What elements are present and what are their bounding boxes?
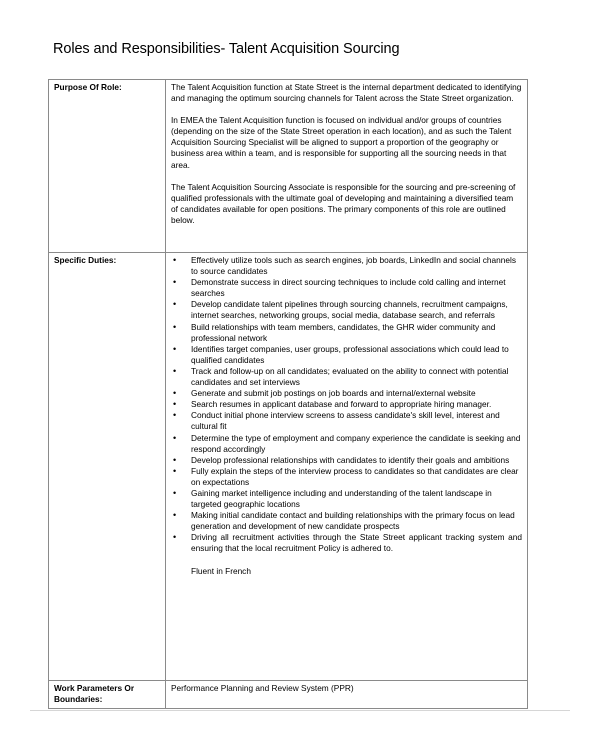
duty-item: • Demonstrate success in direct sourcing techniques to include cold calling and internet searches (171, 277, 522, 299)
duty-item: • Develop candidate talent pipelines through sourcing channels, recruitment campaigns, internet searches, networking groups, social media, database search, and referrals (171, 299, 522, 321)
purpose-label: Purpose Of Role: (49, 80, 166, 253)
duties-list (171, 255, 522, 555)
duty-item: • Determine the type of employment and company experience the candidate is seeking and respond accordingly (171, 433, 522, 455)
purpose-paragraph: The Talent Acquisition Sourcing Associate is responsible for the sourcing and pre-screening of qualified professionals with the ultimate goal of developing and maintaining a diversified team of candidates available for open positions. The primary components of this role are outlined below. (171, 181, 516, 225)
duty-item: • Gaining market intelligence including and understanding of the talent landscape in targeted geographic locations (171, 488, 522, 510)
duties-content (166, 253, 528, 681)
language-requirement: Fluent in French (191, 565, 251, 576)
purpose-paragraph: The Talent Acquisition function at State Street is the internal department dedicated to identifying and managing the optimum sourcing channels for Talent across the State Street organization. (171, 82, 522, 104)
duties-label: Specific Duties: (49, 253, 166, 681)
duty-item: • Making initial candidate contact and building relationships with the primary focus on lead generation and development of new candidate prospects (171, 510, 522, 532)
purpose-content (166, 80, 528, 253)
duty-item: • Build relationships with team members, candidates, the GHR wider community and professional network (171, 322, 522, 344)
purpose-paragraph: In EMEA the Talent Acquisition function is focused on individual and/or groups of countries (depending on the size of the State Street operation in each location), and as such the Talent Acquisition Sourcing Specialist will be aligned to support a proportion of the geography or business area within a team, and is responsible for supporting all the sourcing needs in that area. (171, 115, 512, 170)
duty-item: • Conduct initial phone interview screens to assess candidate's skill level, interest and cultural fit (171, 410, 522, 432)
table-row (49, 80, 528, 253)
duty-item: • Effectively utilize tools such as search engines, job boards, LinkedIn and social channels to source candidates (171, 255, 522, 277)
work-parameters-label: Work Parameters Or Boundaries: (49, 681, 166, 709)
document-title: Roles and Responsibilities- Talent Acquisition Sourcing (53, 41, 400, 57)
duty-item: • Develop professional relationships with candidates to identify their goals and ambitions (171, 455, 522, 466)
page-divider (30, 710, 570, 711)
duty-item: • Track and follow-up on all candidates; evaluated on the ability to connect with potential candidates and set interviews (171, 366, 522, 388)
duty-item: • Search resumes in applicant database and forward to appropriate hiring manager. (171, 399, 522, 410)
work-parameters-value: Performance Planning and Review System (PPR) (166, 681, 528, 709)
table-row (49, 253, 528, 681)
duty-item: • Driving all recruitment activities through the State Street applicant tracking system and ensuring that the local recruitment Policy is adhered to. (171, 532, 522, 554)
role-table (48, 79, 528, 709)
duty-item: • Generate and submit job postings on job boards and internal/external website (171, 388, 522, 399)
duty-item: • Fully explain the steps of the interview process to candidates so that candidates are clear on expectations (171, 466, 522, 488)
table-row (49, 681, 528, 709)
duty-item: • Identifies target companies, user groups, professional associations which could lead to qualified candidates (171, 344, 522, 366)
